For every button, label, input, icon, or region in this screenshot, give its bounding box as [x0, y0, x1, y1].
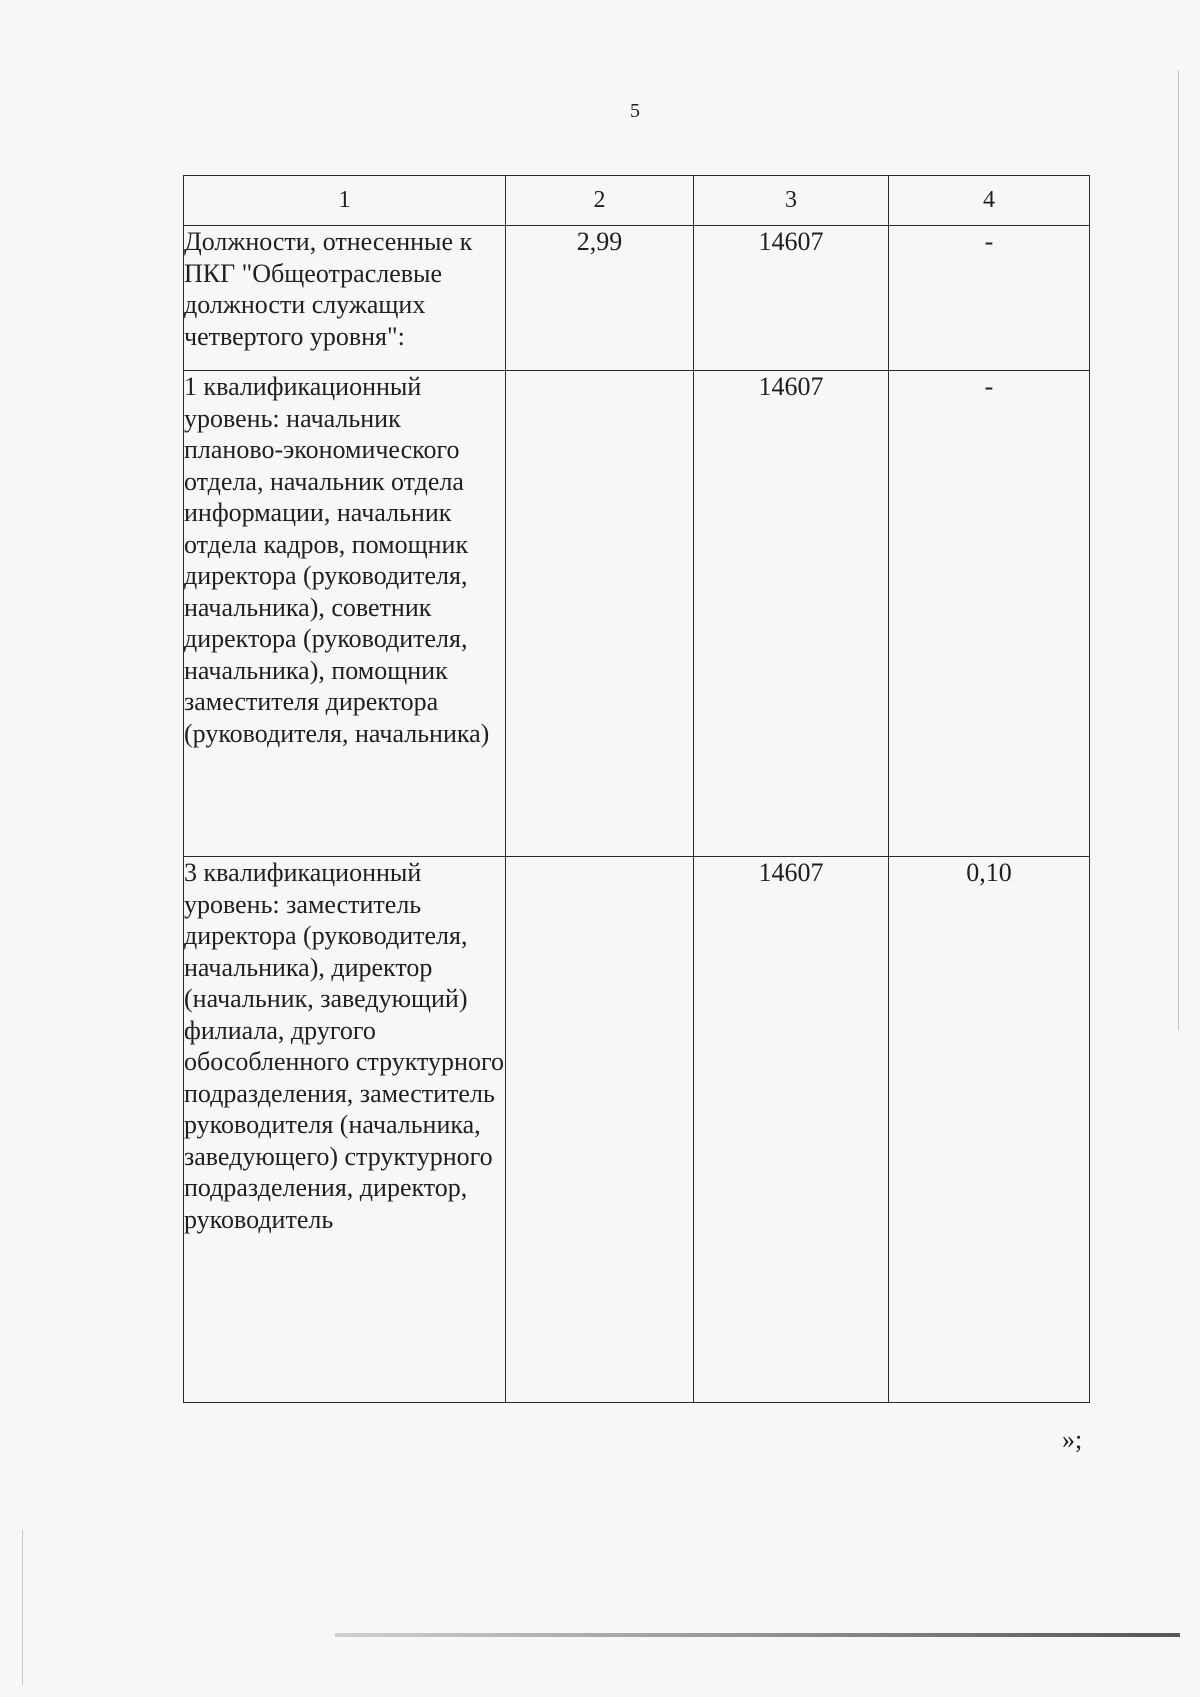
scan-edge-line-left: [22, 1530, 23, 1685]
salary-cell: 14607: [694, 857, 889, 1403]
salary-cell: 14607: [694, 371, 889, 857]
position-description: Должности, отнесенные к ПКГ "Общеотраслевые должности служащих четвертого уровня":: [184, 226, 506, 371]
salary-cell: 14607: [694, 226, 889, 371]
increase-coefficient-cell: -: [889, 371, 1090, 857]
header-cell-1: 1: [184, 176, 506, 226]
header-cell-3: 3: [694, 176, 889, 226]
closing-quote-mark: »;: [1062, 1425, 1083, 1454]
header-cell-2: 2: [506, 176, 694, 226]
increase-coefficient-cell: 0,10: [889, 857, 1090, 1403]
table-row: [184, 371, 1090, 857]
position-description: 3 квалификационный уровень: заместитель директора (руководителя, начальника), директор (начальник, заведующий) филиала, другого обособленного структурного подразделения, заместитель руководителя (начальника, заведующего) структурного подразделения, директор, руководитель: [184, 857, 506, 1403]
header-cell-4: 4: [889, 176, 1090, 226]
coefficient-cell: [506, 371, 694, 857]
page-number: 5: [630, 100, 640, 122]
table-row: [184, 226, 1090, 371]
scan-edge-line: [1178, 70, 1179, 1030]
increase-coefficient-cell: -: [889, 226, 1090, 371]
table-row: [184, 857, 1090, 1403]
coefficient-cell: [506, 857, 694, 1403]
position-description: 1 квалификационный уровень: начальник планово-экономического отдела, начальник отдела информации, начальник отдела кадров, помощник директора (руководителя, начальника), советник директора (руководителя, начальника), помощник заместителя директора (руководителя, начальника): [184, 371, 506, 857]
coefficient-cell: 2,99: [506, 226, 694, 371]
scan-artifact-line: [335, 1633, 1180, 1637]
salary-table: [183, 175, 1090, 1403]
table-header-row: [184, 176, 1090, 226]
